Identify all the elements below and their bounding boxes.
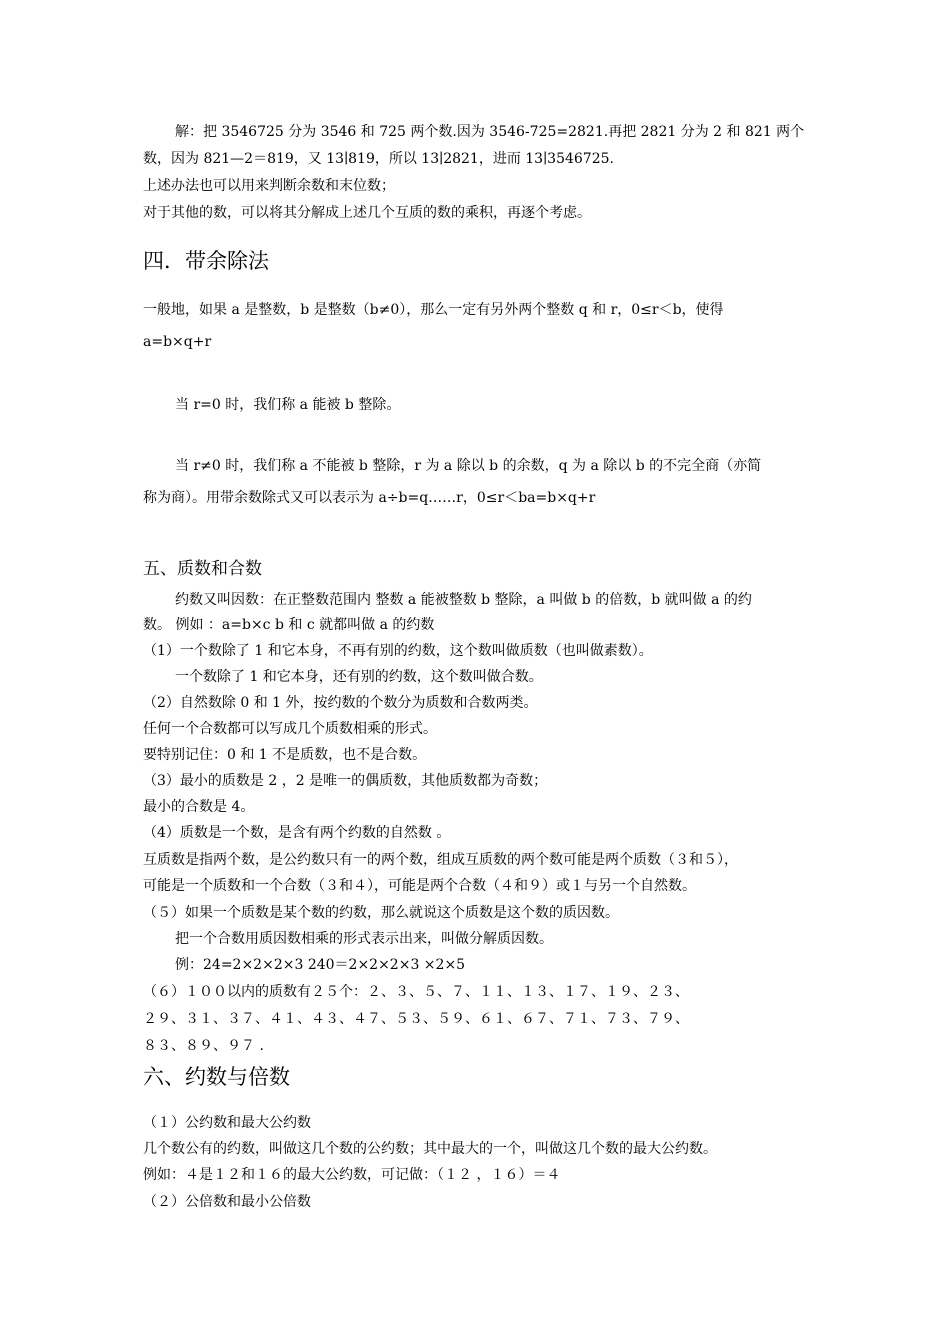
text-line: 数。 例如 ：a=b×c b 和 c 就都叫做 a 的约数 [143,617,435,633]
text-line: （６）１００以内的质数有２５个：２、３、５、７、１１、１３、１７、１９、２３、 [143,984,689,1000]
text-line: 把一个合数用质因数相乘的形式表示出来，叫做分解质因数。 [175,931,553,947]
text-line: （１）公约数和最大公约数 [143,1115,311,1131]
text-line: （2）自然数除 0 和 1 外，按约数的个数分为质数和合数两类。 [143,695,538,711]
text-line: 称为商）。用带余数除式又可以表示为 a÷b=q……r，0≤r＜ba=b×q+r [143,490,596,506]
text-line: 要特别记住：0 和 1 不是质数，也不是合数。 [143,747,427,763]
text-line: 上述办法也可以用来判断余数和末位数； [143,178,395,194]
text-line: （4）质数是一个数，是含有两个约数的自然数 。 [143,825,451,841]
text-line: 例如：４是１２和１６的最大公约数，可记做：（１２ ，１６）＝４ [143,1167,561,1183]
text-line: a=b×q+r [143,334,212,350]
text-line: 互质数是指两个数，是公约数只有一的两个数，组成互质数的两个数可能是两个质数（３和５）， [143,852,738,868]
text-line: 任何一个合数都可以写成几个质数相乘的形式。 [143,721,437,737]
text-line: 数，因为 821—2＝819，又 13∣819，所以 13∣2821，进而 13∣3546725. [143,151,614,167]
text-line: （3）最小的质数是 2 ，2 是唯一的偶质数，其他质数都为奇数； [143,773,548,789]
text-line: 对于其他的数，可以将其分解成上述几个互质的数的乘积，再逐个考虑。 [143,205,591,221]
text-line: 可能是一个质数和一个合数（３和４），可能是两个合数（４和９）或１与另一个自然数。 [143,878,696,894]
text-line: ２９、３１、３７、４１、４３、４７、５３、５９、６１、６７、７１、７３、７９、 [143,1011,689,1027]
text-line: （２）公倍数和最小公倍数 [143,1194,311,1210]
section-heading: 五、质数和合数 [143,559,262,579]
text-line: 一个数除了 1 和它本身，还有别的约数，这个数叫做合数。 [175,669,543,685]
text-line: （1）一个数除了 1 和它本身，不再有别的约数，这个数叫做质数（也叫做素数）。 [143,643,653,659]
text-line: 例：24=2×2×2×3 240＝2×2×2×3 ×2×5 [175,957,466,973]
text-line: 当 r≠0 时，我们称 a 不能被 b 整除，r 为 a 除以 b 的余数，q 为 a 除以 b 的不完全商（亦简 [175,458,762,474]
text-line: 当 r=0 时，我们称 a 能被 b 整除。 [175,397,401,413]
section-heading: 六、约数与倍数 [143,1065,290,1089]
text-line: 一般地，如果 a 是整数，b 是整数（b≠0），那么一定有另外两个整数 q 和 r，0≤r＜b，使得 [143,302,724,318]
text-line: （５）如果一个质数是某个数的约数，那么就说这个质数是这个数的质因数。 [143,905,619,921]
text-line: ８３、８９、９７ . [143,1038,264,1054]
text-line: 几个数公有的约数，叫做这几个数的公约数；其中最大的一个，叫做这几个数的最大公约数。 [143,1141,717,1157]
section-heading: 四．带余除法 [143,249,269,273]
text-line: 约数又叫因数：在正整数范围内 整数 a 能被整数 b 整除，a 叫做 b 的倍数，b 就叫做 a 的约 [175,592,752,608]
text-line: 最小的合数是 4。 [143,799,255,815]
text-line: 解：把 3546725 分为 3546 和 725 两个数.因为 3546-725=2821.再把 2821 分为 2 和 821 两个 [175,124,805,140]
